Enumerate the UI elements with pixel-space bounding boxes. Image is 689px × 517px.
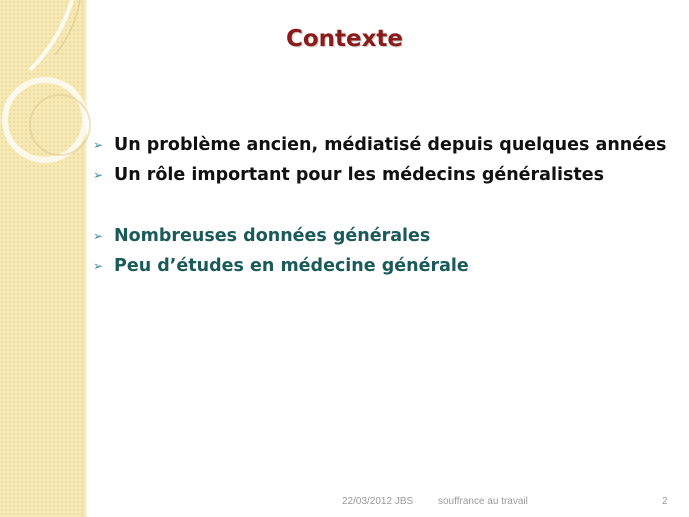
bullet-text: Un rôle important pour les médecins généralistes — [114, 165, 605, 185]
bullet-item — [93, 251, 666, 281]
footer-topic: souffrance au travail — [438, 496, 528, 507]
arrow-right-icon: ➢ — [93, 229, 104, 243]
bullet-list — [93, 130, 666, 281]
bullet-text: Nombreuses données générales — [114, 226, 431, 246]
footer-date: 22/03/2012 JBS — [342, 496, 414, 507]
arrow-right-icon: ➢ — [93, 259, 104, 273]
bullet-text: Un problème ancien, médiatisé depuis quelques années — [114, 135, 667, 155]
arrow-right-icon: ➢ — [93, 168, 104, 182]
bullet-item — [93, 130, 666, 160]
slide-title: Contexte — [285, 26, 404, 52]
bullet-item — [93, 160, 666, 190]
bullet-item — [93, 221, 666, 251]
bullet-text: Peu d’études en médecine générale — [114, 256, 469, 276]
arrow-right-icon: ➢ — [93, 138, 104, 152]
footer-page-number: 2 — [662, 496, 668, 507]
